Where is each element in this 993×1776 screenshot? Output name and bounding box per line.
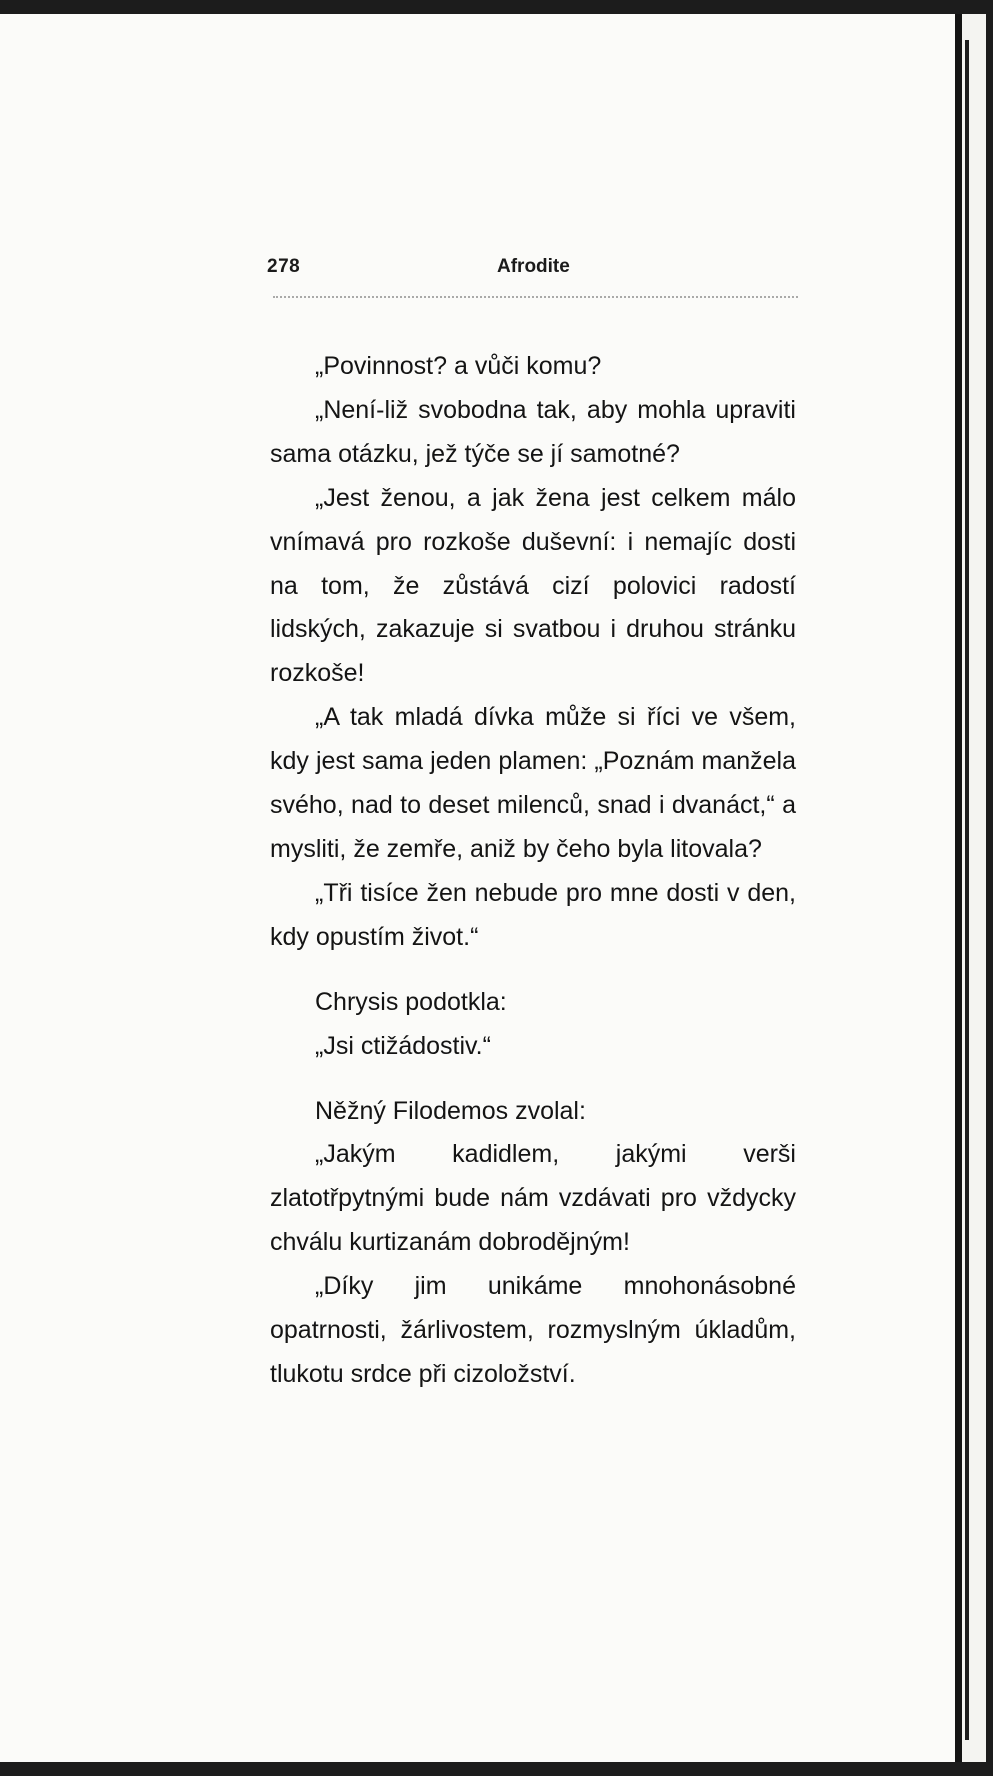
text-body: [270, 345, 796, 1397]
paragraph: „Není-liž svobodna tak, aby mohla upraviti sama otázku, jež týče se jí samotné?: [270, 395, 796, 468]
paragraph: „A tak mladá dívka může si říci ve všem, kdy jest sama jeden plamen: „Poznám manžela svého, nad to deset milenců, snad i dvanáct,“ a mysliti, že zemře, aniž by čeho byla litovala?: [270, 703, 796, 863]
paragraph: Chrysis podotkla:: [315, 987, 507, 1016]
paragraph: Něžný Filodemos zvolal:: [315, 1096, 586, 1125]
paragraph: „Povinnost? a vůči komu?: [315, 352, 602, 380]
page-number: 278: [267, 256, 301, 277]
paragraph: „Tři tisíce žen nebude pro mne dosti v den, kdy opustím život.“: [270, 878, 796, 951]
binding-line: [965, 40, 969, 1740]
running-title: Afrodite: [497, 256, 570, 277]
paragraph: „Díky jim unikáme mnohonásobné opatrnosti, žárlivostem, rozmyslným úkladům, tlukotu srdce při cizoložství.: [270, 1272, 796, 1388]
page-gutter-shadow: [955, 14, 962, 1762]
header-divider: [273, 296, 798, 299]
paragraph: „Jsi ctižádostiv.“: [315, 1031, 491, 1060]
paragraph: „Jakým kadidlem, jakými verši zlatotřpytnými bude nám vzdávati pro vždycky chválu kurtizanám dobrodějným!: [270, 1140, 796, 1257]
running-head: [267, 256, 797, 286]
section-spacer: [270, 960, 796, 981]
paragraph: „Jest ženou, a jak žena jest celkem málo vnímavá pro rozkoše duševní: i nemajíc dosti na tom, že zůstává cizí polovici radostí lidských, zakazuje si svatbou i druhou stránku rozkoše!: [270, 483, 796, 688]
section-spacer: [270, 1069, 796, 1090]
